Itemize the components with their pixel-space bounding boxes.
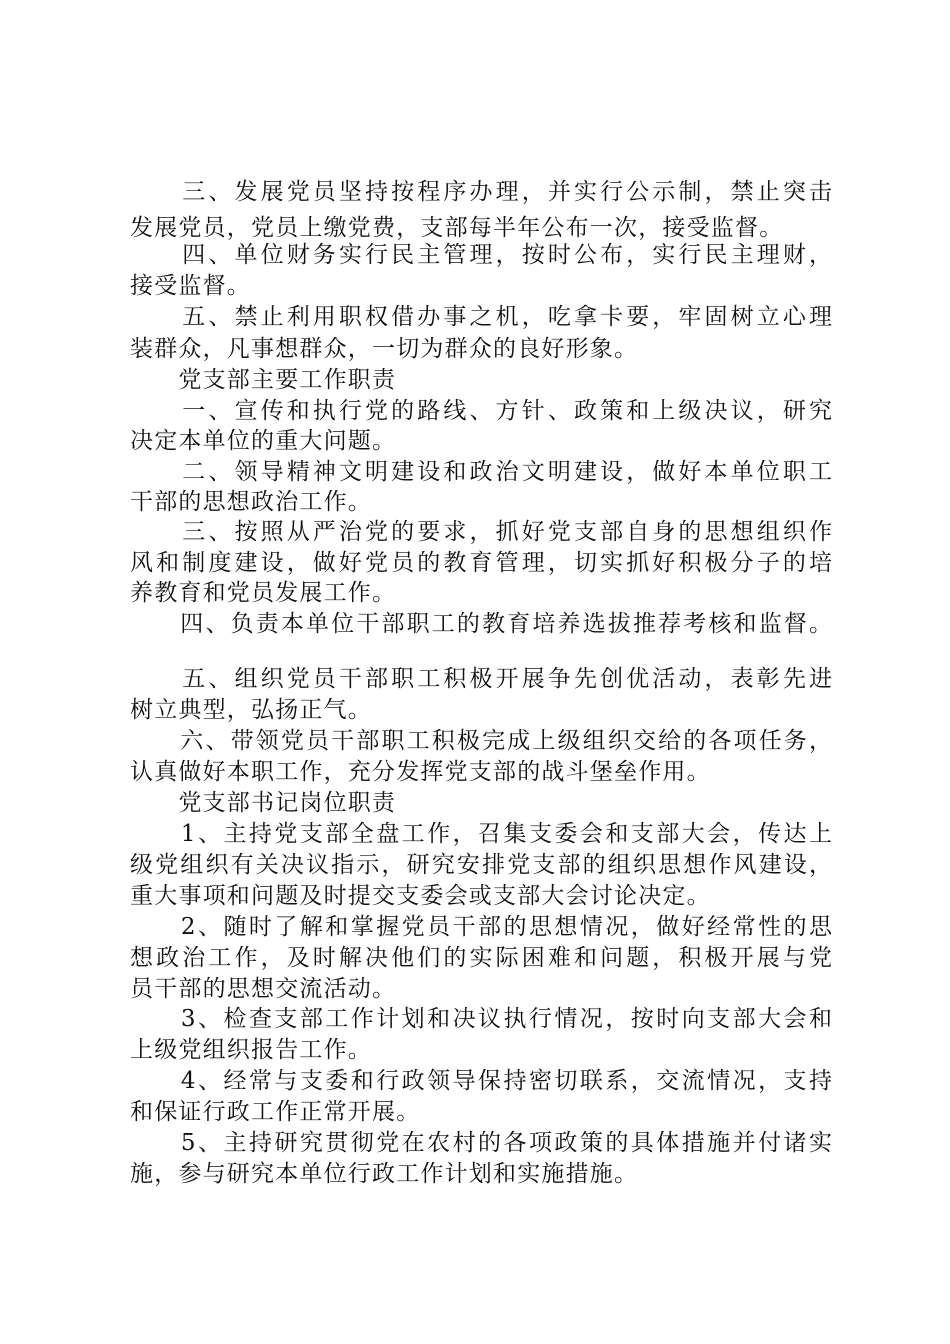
rule-5-line-1: 五、禁止利用职权借办事之机，吃拿卡要，牢固树立心理 xyxy=(130,304,832,330)
sec-2-line-3: 员干部的思想交流活动。 xyxy=(130,976,397,1002)
duty-6-line-2: 认真做好本职工作，充分发挥党支部的战斗堡垒作用。 xyxy=(130,759,711,785)
sec-1-line-3: 重大事项和问题及时提交支委会或支部大会讨论决定。 xyxy=(130,883,711,909)
duty-6-line-1: 六、带领党员干部职工积极完成上级组织交给的各项任务， xyxy=(130,728,832,754)
sec-3-line-2: 上级党组织报告工作。 xyxy=(130,1037,372,1063)
duty-5-line-1: 五、组织党员干部职工积极开展争先创优活动，表彰先进 xyxy=(130,666,832,692)
duty-2-line-1: 二、领导精神文明建设和政治文明建设，做好本单位职工 xyxy=(130,459,832,485)
sec-1-line-1: 1、主持党支部全盘工作，召集支委会和支部大会，传达上 xyxy=(130,821,832,847)
duty-1-line-2: 决定本单位的重大问题。 xyxy=(130,428,397,454)
sec-2-line-1: 2、随时了解和掌握党员干部的思想情况，做好经常性的思 xyxy=(130,914,832,940)
sec-3-line-1: 3、检查支部工作计划和决议执行情况，按时向支部大会和 xyxy=(130,1006,832,1032)
sec-4-line-2: 和保证行政工作正常开展。 xyxy=(130,1099,421,1125)
duty-4-line-1: 四、负责本单位干部职工的教育培养选拔推荐考核和监督。 xyxy=(130,611,832,637)
sec-5-line-1: 5、主持研究贯彻党在农村的各项政策的具体措施并付诸实 xyxy=(130,1130,832,1156)
heading-branch-duties: 党支部主要工作职责 xyxy=(130,367,397,393)
rule-3-line-1: 三、发展党员坚持按程序办理，并实行公示制，禁止突击 xyxy=(130,179,832,205)
sec-1-line-2: 级党组织有关决议指示，研究安排党支部的组织思想作风建设， xyxy=(130,852,832,878)
duty-3-line-1: 三、按照从严治党的要求，抓好党支部自身的思想组织作 xyxy=(130,519,832,545)
heading-secretary-duties: 党支部书记岗位职责 xyxy=(130,790,397,816)
rule-4-line-1: 四、单位财务实行民主管理，按时公布，实行民主理财， xyxy=(130,242,832,268)
duty-2-line-2: 干部的思想政治工作。 xyxy=(130,489,372,515)
duty-3-line-2: 风和制度建设，做好党员的教育管理，切实抓好积极分子的培 xyxy=(130,550,832,576)
sec-5-line-2: 施，参与研究本单位行政工作计划和实施措施。 xyxy=(130,1161,639,1187)
rule-4-line-2: 接受监督。 xyxy=(130,273,251,299)
sec-2-line-2: 想政治工作，及时解决他们的实际困难和问题，积极开展与党 xyxy=(130,945,832,971)
sec-4-line-1: 4、经常与支委和行政领导保持密切联系，交流情况，支持 xyxy=(130,1068,832,1094)
duty-5-line-2: 树立典型，弘扬正气。 xyxy=(130,697,372,723)
duty-3-line-3: 养教育和党员发展工作。 xyxy=(130,580,397,606)
rule-3-line-2: 发展党员，党员上缴党费，支部每半年公布一次，接受监督。 xyxy=(130,215,784,241)
rule-5-line-2: 装群众，凡事想群众，一切为群众的良好形象。 xyxy=(130,336,639,362)
duty-1-line-1: 一、宣传和执行党的路线、方针、政策和上级决议，研究 xyxy=(130,398,832,424)
